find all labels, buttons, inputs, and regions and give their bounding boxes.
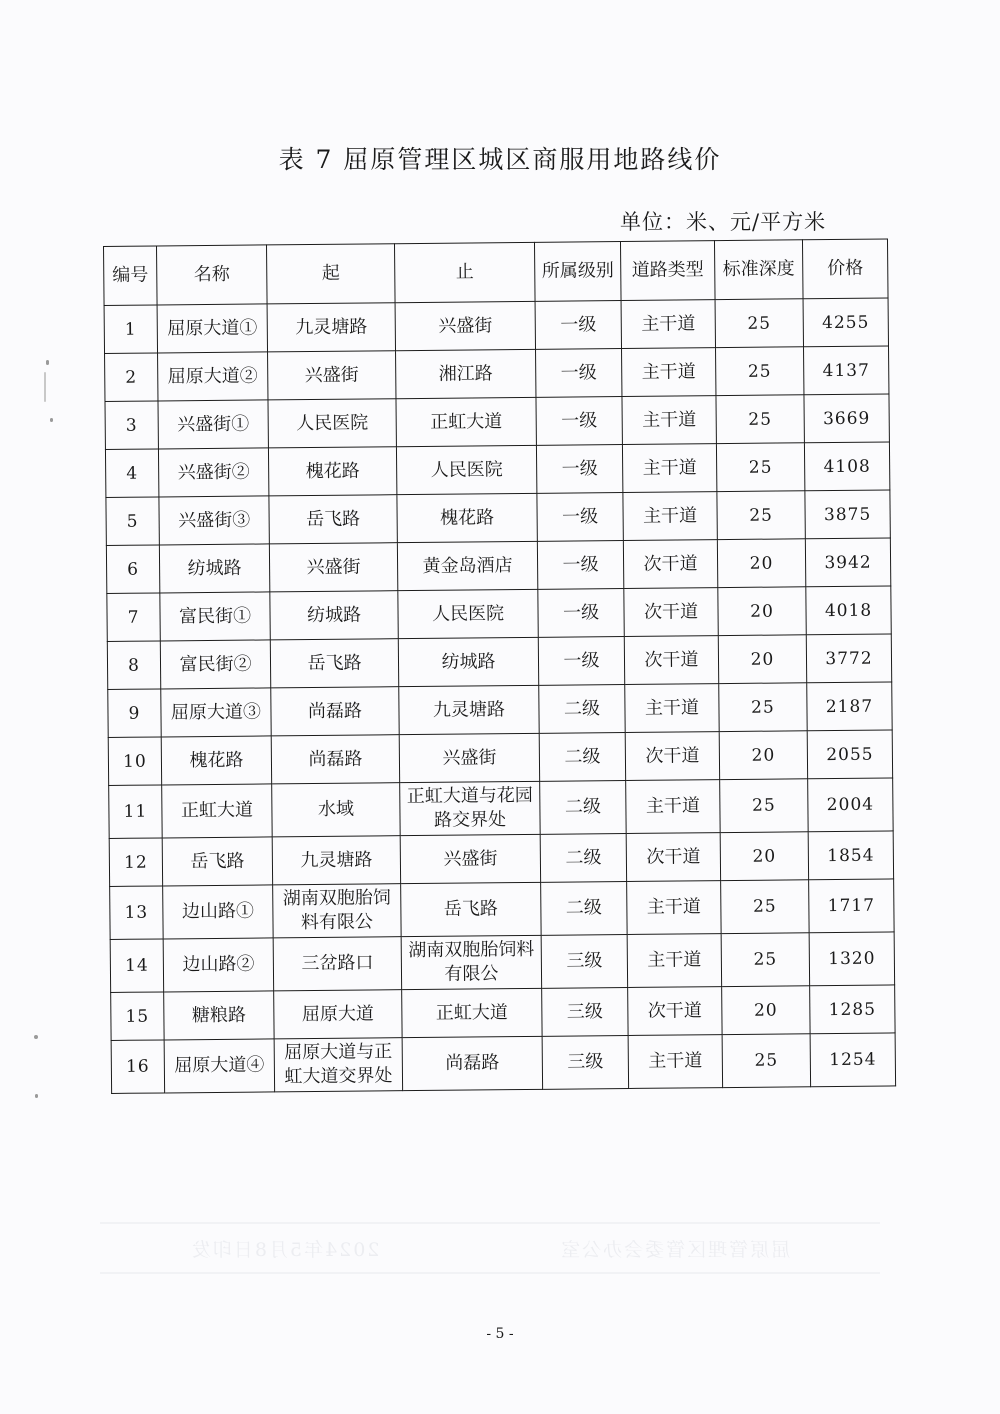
cell-id: 4 (105, 449, 158, 498)
cell-price: 2055 (807, 730, 892, 779)
page-number: - 5 - (486, 1326, 514, 1342)
header-price: 价格 (802, 239, 888, 299)
cell-road-type: 主干道 (626, 780, 721, 834)
cell-end: 正虹大道与花园路交界处 (400, 781, 541, 835)
cell-id: 3 (105, 401, 158, 450)
table-body (104, 298, 896, 1093)
cell-road-type: 次干道 (623, 540, 717, 589)
cell-price: 1254 (810, 1033, 896, 1087)
cell-road-type: 主干道 (622, 396, 716, 445)
cell-level: 二级 (541, 882, 628, 936)
table-row (105, 394, 889, 450)
cell-price: 3772 (806, 634, 891, 683)
cell-name: 兴盛街① (158, 400, 268, 449)
cell-standard-depth: 25 (722, 1034, 811, 1088)
cell-level: 三级 (542, 987, 628, 1036)
cell-start: 九灵塘路 (272, 836, 400, 885)
cell-name: 边山路② (163, 938, 274, 992)
faint-bleed-through-text (100, 1222, 880, 1274)
cell-start: 屈原大道与正虹大道交界处 (274, 1038, 403, 1092)
cell-standard-depth: 25 (716, 395, 804, 444)
table-row (106, 490, 890, 546)
table-row (107, 586, 891, 642)
table-row (105, 442, 889, 498)
cell-end: 兴盛街 (400, 834, 540, 883)
binding-hole-mark (34, 1035, 38, 1039)
cell-id: 11 (109, 785, 163, 839)
cell-name: 屈原大道① (157, 304, 267, 353)
table-row (109, 831, 893, 887)
cell-name: 富民街① (160, 592, 270, 641)
cell-name: 纺城路 (159, 544, 269, 593)
cell-price: 4018 (806, 586, 891, 635)
cell-price: 1285 (810, 985, 895, 1034)
table-header-row (104, 239, 889, 306)
binding-hole-mark (50, 418, 53, 422)
cell-standard-depth: 20 (719, 731, 807, 780)
cell-start: 湖南双胞胎饲料有限公 (273, 884, 402, 938)
cell-end: 黄金岛酒店 (397, 541, 537, 590)
cell-start: 三岔路口 (273, 937, 402, 991)
cell-level: 一级 (537, 493, 623, 542)
cell-id: 10 (108, 737, 161, 786)
cell-road-type: 次干道 (624, 588, 718, 637)
cell-road-type: 次干道 (626, 833, 720, 882)
cell-id: 7 (107, 593, 160, 642)
table-row (111, 1033, 895, 1094)
cell-end: 湖南双胞胎饲料有限公 (401, 935, 542, 989)
cell-id: 1 (104, 305, 157, 354)
cell-price: 1320 (809, 932, 895, 986)
cell-id: 16 (111, 1040, 165, 1094)
cell-start: 纺城路 (270, 591, 398, 640)
table-title: 表 7 屈原管理区城区商服用地路线价 (278, 145, 722, 174)
cell-id: 15 (111, 992, 164, 1041)
cell-standard-depth: 25 (715, 299, 803, 348)
cell-id: 9 (108, 689, 161, 738)
cell-end: 九灵塘路 (399, 685, 539, 734)
cell-level: 三级 (542, 1035, 629, 1089)
cell-name: 正虹大道 (162, 784, 273, 838)
table-row (105, 346, 889, 402)
cell-standard-depth: 25 (721, 933, 810, 987)
cell-id: 5 (106, 497, 159, 546)
cell-road-type: 主干道 (628, 1035, 723, 1089)
cell-id: 6 (106, 545, 159, 594)
cell-road-type: 主干道 (625, 684, 719, 733)
cell-price: 1854 (808, 831, 893, 880)
header-id: 编号 (104, 246, 158, 306)
cell-start: 尚磊路 (271, 735, 399, 784)
cell-standard-depth: 25 (720, 779, 809, 833)
cell-start: 屈原大道 (274, 990, 402, 1039)
table-row (106, 538, 890, 594)
cell-end: 岳飞路 (401, 882, 542, 936)
cell-end: 尚磊路 (402, 1036, 543, 1090)
cell-end: 人民医院 (398, 589, 538, 638)
cell-price: 4255 (803, 298, 888, 347)
table-row (104, 298, 888, 354)
cell-price: 3942 (805, 538, 890, 587)
cell-level: 一级 (538, 637, 624, 686)
cell-level: 二级 (540, 781, 627, 835)
cell-start: 水域 (272, 783, 401, 837)
cell-road-type: 主干道 (622, 348, 716, 397)
cell-standard-depth: 25 (717, 491, 805, 540)
cell-name: 兴盛街③ (159, 496, 269, 545)
binding-hole-mark (46, 360, 49, 365)
table-row (107, 634, 891, 690)
cell-road-type: 主干道 (621, 300, 715, 349)
cell-road-type: 次干道 (628, 987, 722, 1036)
cell-name: 屈原大道④ (164, 1039, 275, 1093)
cell-start: 人民医院 (268, 399, 396, 448)
header-road-type: 道路类型 (620, 241, 715, 301)
cell-price: 3669 (804, 394, 889, 443)
table-row (109, 778, 893, 839)
cell-name: 岳飞路 (162, 837, 272, 886)
cell-name: 糖粮路 (164, 991, 274, 1040)
cell-end: 正虹大道 (396, 397, 536, 446)
cell-id: 8 (107, 641, 160, 690)
table-row (111, 985, 895, 1041)
cell-road-type: 主干道 (622, 444, 716, 493)
binding-hole-mark (35, 1094, 38, 1098)
cell-level: 一级 (536, 349, 622, 398)
cell-standard-depth: 25 (721, 880, 810, 934)
cell-end: 兴盛街 (395, 301, 535, 350)
cell-standard-depth: 20 (722, 986, 810, 1035)
table-row (110, 879, 894, 940)
binding-hole-mark (44, 372, 46, 402)
cell-standard-depth: 25 (716, 443, 804, 492)
cell-end: 人民医院 (396, 445, 536, 494)
cell-start: 尚磊路 (271, 687, 399, 736)
cell-end: 槐花路 (397, 493, 537, 542)
cell-standard-depth: 20 (717, 539, 805, 588)
cell-name: 屈原大道② (158, 352, 268, 401)
cell-start: 九灵塘路 (267, 303, 395, 352)
cell-end: 纺城路 (398, 637, 538, 686)
cell-road-type: 主干道 (627, 881, 722, 935)
cell-start: 兴盛街 (269, 543, 397, 592)
cell-standard-depth: 25 (719, 683, 807, 732)
cell-level: 一级 (537, 541, 623, 590)
table-row (108, 730, 892, 786)
cell-id: 13 (110, 886, 164, 940)
cell-end: 湘江路 (396, 349, 536, 398)
cell-name: 屈原大道③ (161, 688, 271, 737)
faint-text-left: 屈原管理区管委会办公室 (559, 1238, 791, 1261)
cell-price: 2187 (807, 682, 892, 731)
cell-level: 二级 (540, 834, 626, 883)
cell-id: 14 (110, 939, 164, 993)
cell-road-type: 主干道 (627, 934, 722, 988)
cell-name: 槐花路 (161, 736, 271, 785)
table-row (108, 682, 892, 738)
cell-id: 12 (109, 838, 162, 887)
cell-price: 3875 (805, 490, 890, 539)
cell-price: 4108 (804, 442, 889, 491)
cell-level: 三级 (541, 935, 628, 989)
cell-standard-depth: 20 (720, 832, 808, 881)
cell-level: 一级 (536, 397, 622, 446)
cell-name: 富民街② (160, 640, 270, 689)
faint-text-right: 2024年5月8日印发 (189, 1238, 380, 1261)
cell-road-type: 次干道 (625, 732, 719, 781)
cell-end: 正虹大道 (402, 988, 542, 1037)
cell-road-type: 次干道 (624, 636, 718, 685)
cell-road-type: 主干道 (623, 492, 717, 541)
cell-level: 二级 (539, 685, 625, 734)
cell-name: 边山路① (163, 885, 274, 939)
road-price-table (103, 238, 896, 1093)
header-standard-depth: 标准深度 (714, 240, 803, 300)
cell-level: 二级 (539, 733, 625, 782)
header-level: 所属级别 (534, 242, 621, 302)
header-name: 名称 (157, 245, 268, 305)
cell-standard-depth: 20 (718, 635, 806, 684)
cell-level: 一级 (538, 589, 624, 638)
cell-price: 2004 (808, 778, 894, 832)
cell-price: 4137 (803, 346, 888, 395)
table-row (110, 932, 894, 993)
header-end: 止 (394, 242, 535, 302)
cell-start: 兴盛街 (268, 351, 396, 400)
cell-price: 1717 (809, 879, 895, 933)
cell-id: 2 (105, 353, 158, 402)
cell-level: 一级 (536, 445, 622, 494)
cell-start: 岳飞路 (270, 639, 398, 688)
cell-name: 兴盛街② (158, 448, 268, 497)
cell-start: 岳飞路 (269, 495, 397, 544)
cell-end: 兴盛街 (399, 733, 539, 782)
cell-level: 一级 (535, 301, 621, 350)
header-start: 起 (266, 244, 395, 304)
unit-label: 单位：米、元/平方米 (620, 210, 827, 234)
cell-standard-depth: 20 (718, 587, 806, 636)
cell-start: 槐花路 (268, 447, 396, 496)
cell-standard-depth: 25 (716, 347, 804, 396)
